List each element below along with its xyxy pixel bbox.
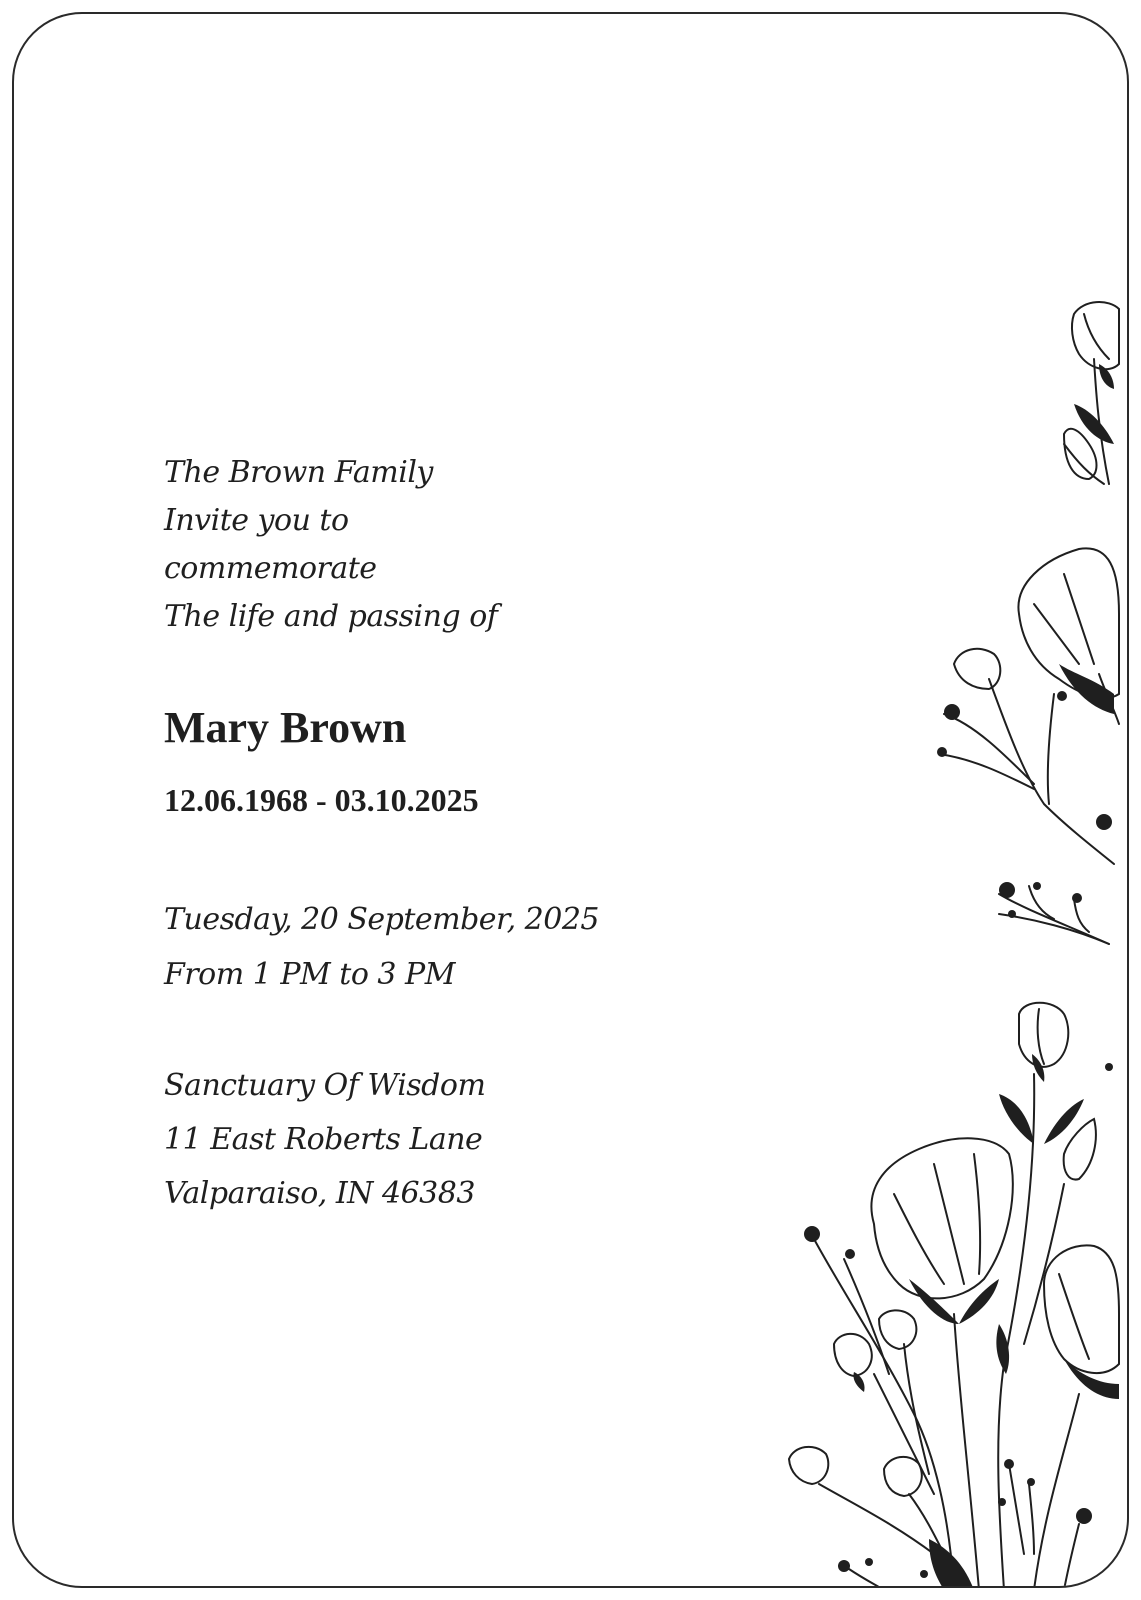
- venue-city: Valparaiso, IN 46383: [164, 1176, 475, 1211]
- event-schedule: [164, 892, 599, 1002]
- event-date: Tuesday, 20 September, 2025: [164, 902, 600, 937]
- event-location: [164, 1059, 485, 1221]
- life-dates: 12.06.1968 - 03.10.2025: [164, 782, 479, 818]
- venue-name: Sanctuary Of Wisdom: [164, 1068, 486, 1103]
- invitation-intro: [164, 449, 497, 641]
- venue-street: 11 East Roberts Lane: [164, 1122, 483, 1157]
- memorial-invitation-card: [12, 12, 1129, 1588]
- event-time: From 1 PM to 3 PM: [164, 957, 455, 992]
- intro-line-invite: Invite you to: [164, 503, 349, 538]
- deceased-name: Mary Brown: [164, 703, 407, 752]
- intro-line-passing: The life and passing of: [164, 599, 498, 634]
- intro-line-family: The Brown Family: [164, 455, 433, 490]
- intro-line-commemorate: commemorate: [164, 551, 377, 586]
